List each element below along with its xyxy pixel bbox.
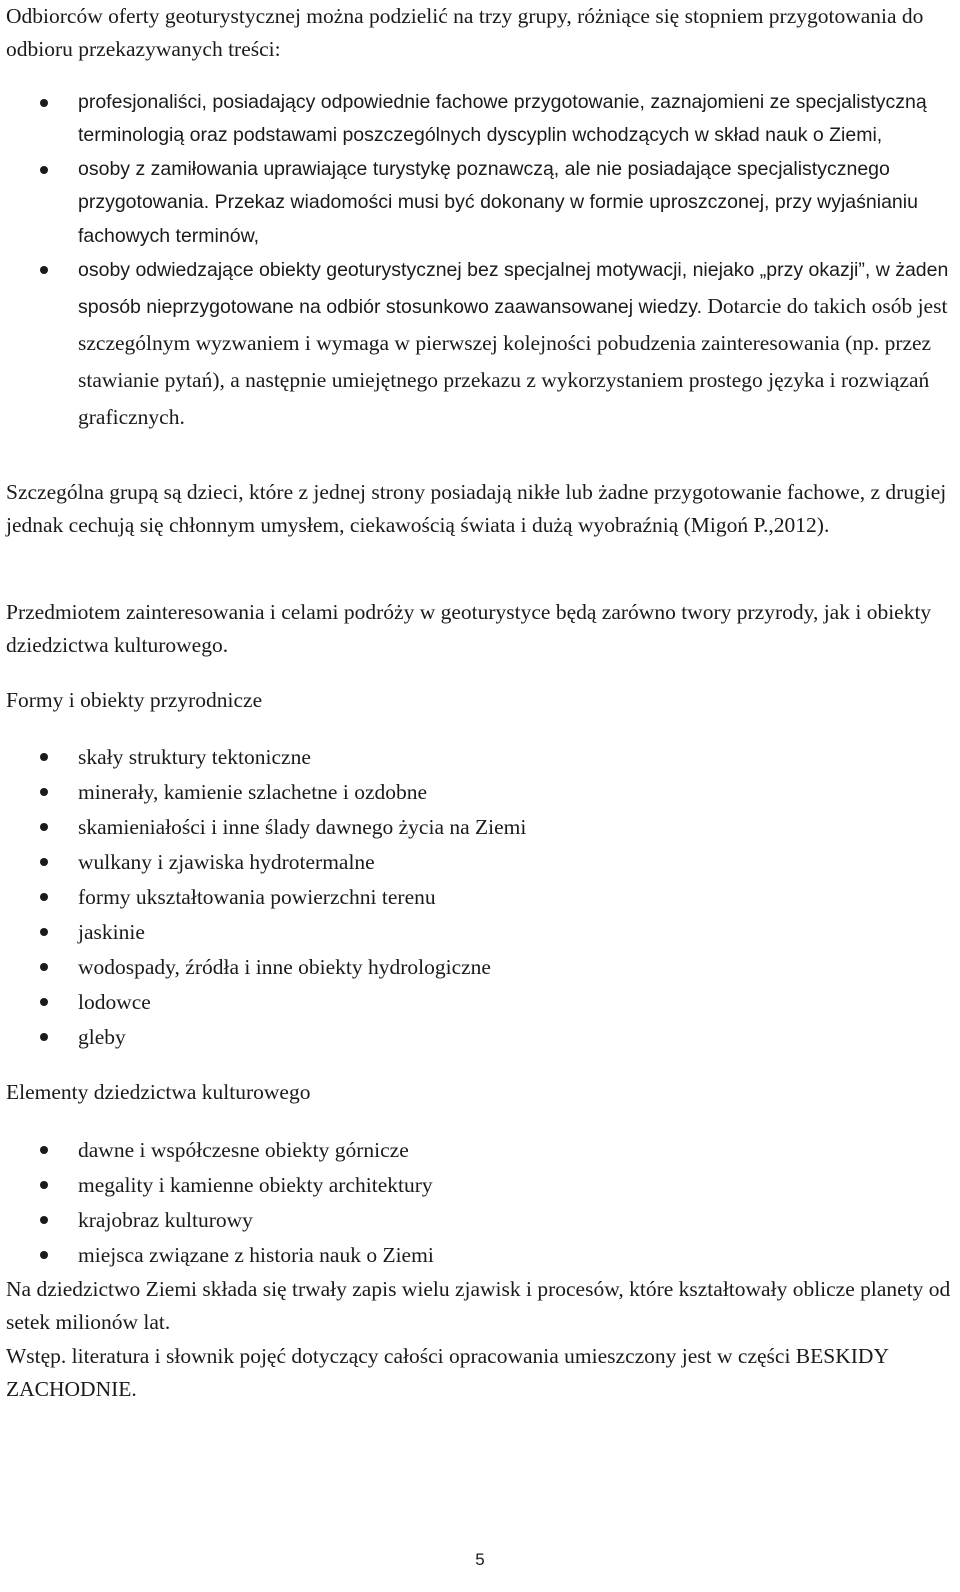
bullet-icon: [40, 823, 48, 831]
natural-objects-list: [0, 740, 960, 1055]
list-item: [0, 1020, 960, 1055]
heritage-paragraph: Na dziedzictwo Ziemi składa się trwały zapis wielu zjawisk i procesów, które kształtowały oblicze planety od setek milionów lat.: [6, 1277, 951, 1334]
bullet-icon: [40, 1251, 48, 1259]
list-item: [0, 1168, 960, 1203]
bullet-icon: [40, 1033, 48, 1041]
list-item: [0, 740, 960, 775]
list-item-text: miejsca związane z historia nauk o Ziemi: [78, 1243, 434, 1267]
list-item: [0, 153, 960, 253]
bullet-icon: [40, 963, 48, 971]
list-item-text: megality i kamienne obiekty architektury: [78, 1173, 433, 1197]
list-item-text: jaskinie: [78, 920, 145, 944]
page-number: 5: [475, 1550, 485, 1569]
list-item: [0, 985, 960, 1020]
list-item-text: skały struktury tektoniczne: [78, 745, 311, 769]
cultural-heritage-list: [0, 1133, 960, 1273]
bullet-icon: [40, 893, 48, 901]
list-item-text: krajobraz kulturowy: [78, 1208, 253, 1232]
audience-groups-list: [0, 86, 960, 437]
bullet-icon: [40, 858, 48, 866]
children-paragraph: Szczególna grupą są dzieci, które z jednej strony posiadają nikłe lub żadne przygotowanie fachowe, z drugiej jednak cechują się chłonnym umysłem, ciekawością świata i dużą wyobraźnią (Migoń P.,2012).: [6, 480, 947, 537]
intro-paragraph: Odbiorców oferty geoturystycznej można podzielić na trzy grupy, różniące się stopniem przygotowania do odbioru przekazywanych treści:: [6, 4, 924, 61]
list-item-text: dawne i współczesne obiekty górnicze: [78, 1138, 409, 1162]
list-item-text: osoby z zamiłowania uprawiające turystykę poznawczą, ale nie posiadające specjalistycznego przygotowania. Przekaz wiadomości musi być dokonany w formie uproszczonej, przy wyjaśnianiu fachowych terminów,: [78, 157, 918, 247]
list-item: [0, 880, 960, 915]
subject-paragraph: Przedmiotem zainteresowania i celami podróży w geoturystyce będą zarówno twory przyrody, jak i obiekty dziedzictwa kulturowego.: [6, 600, 932, 657]
list-item: [0, 775, 960, 810]
list-item: [0, 253, 960, 437]
bullet-icon: [40, 928, 48, 936]
list-item-text: minerały, kamienie szlachetne i ozdobne: [78, 780, 428, 804]
list-item-text: skamieniałości i inne ślady dawnego życia na Ziemi: [78, 815, 527, 839]
bullet-icon: [40, 166, 48, 174]
intro-note-paragraph: Wstęp. literatura i słownik pojęć dotyczący całości opracowania umieszczony jest w części BESKIDY ZACHODNIE.: [6, 1344, 889, 1401]
cultural-heading: Elementy dziedzictwa kulturowego: [6, 1080, 311, 1104]
list-item: [0, 1238, 960, 1273]
list-item-text: lodowce: [78, 990, 151, 1014]
bullet-icon: [40, 753, 48, 761]
list-item: [0, 810, 960, 845]
list-item: [0, 915, 960, 950]
list-item: [0, 1203, 960, 1238]
list-item-text: wulkany i zjawiska hydrotermalne: [78, 850, 375, 874]
bullet-icon: [40, 998, 48, 1006]
bullet-icon: [40, 1181, 48, 1189]
natural-heading: Formy i obiekty przyrodnicze: [6, 688, 263, 712]
bullet-icon: [40, 266, 48, 274]
list-item: [0, 950, 960, 985]
list-item-text: wodospady, źródła i inne obiekty hydrologiczne: [78, 955, 491, 979]
bullet-icon: [40, 788, 48, 796]
list-item: [0, 845, 960, 880]
list-item-text: gleby: [78, 1025, 126, 1049]
list-item-text-continuation: Dotarcie do takich osób jest szczególnym wyzwaniem i wymaga w pierwszej kolejności pobudzenia zainteresowania (np. przez stawianie pytań), a następnie umiejętnego przekazu z wykorzystaniem prostego języka i rozwiązań graficznych.: [78, 294, 948, 430]
list-item-text: profesjonaliści, posiadający odpowiednie fachowe przygotowanie, zaznajomieni ze specjalistyczną terminologią oraz podstawami poszczególnych dyscyplin wchodzących w skład nauk o Ziemi,: [78, 91, 927, 147]
list-item-text: formy ukształtowania powierzchni terenu: [78, 885, 436, 909]
bullet-icon: [40, 99, 48, 107]
list-item: [0, 1133, 960, 1168]
bullet-icon: [40, 1146, 48, 1154]
list-item-text: osoby odwiedzające obiekty geoturystycznej bez specjalnej motywacji, niejako „przy okazji”, w żaden sposób nieprzygotowane na odbiór stosunkowo zaawansowanej wiedzy.: [78, 259, 949, 319]
bullet-icon: [40, 1216, 48, 1224]
list-item: [0, 86, 960, 153]
